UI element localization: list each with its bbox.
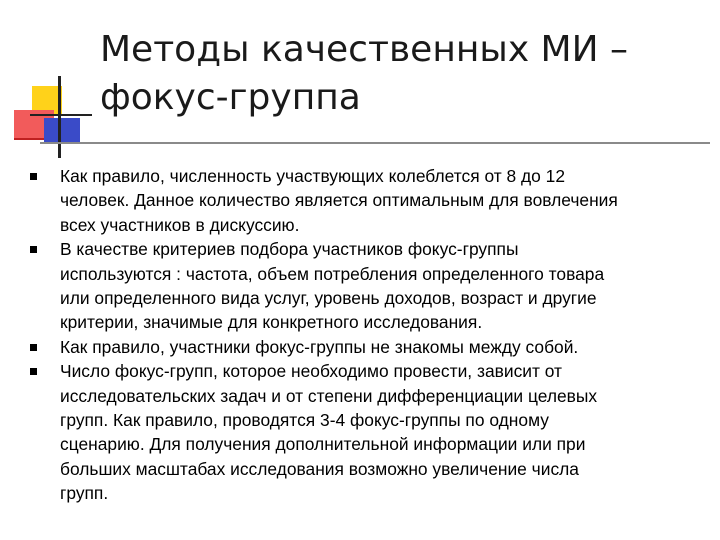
bullet-list xyxy=(30,164,710,506)
vertical-line xyxy=(58,76,61,158)
bullet-line: всех участников в дискуссию. xyxy=(60,214,300,235)
bullet-line: используются : частота, объем потребления определенного товара xyxy=(60,263,605,284)
bullet-item xyxy=(30,335,710,359)
bullet-line: Как правило, численность участвующих колеблется от 8 до 12 xyxy=(60,166,566,186)
title-line: фокус-группа xyxy=(100,77,361,118)
bullet-line: человек. Данное количество является оптимальным для вовлечения xyxy=(60,190,618,211)
bullet-item xyxy=(30,164,710,237)
bullet-line: Число фокус-групп, которое необходимо провести, зависит от xyxy=(60,361,563,382)
bullet-item xyxy=(30,359,710,505)
bullet-line: или определенного вида услуг, уровень доходов, возраст и другие xyxy=(60,288,597,309)
bullet-square-icon xyxy=(30,368,37,375)
bullet-line: В качестве критериев подбора участников фокус-группы xyxy=(60,239,519,260)
bullet-line: сценарию. Для получения дополнительной информации или при xyxy=(60,434,586,455)
bullet-line: групп. xyxy=(60,483,109,504)
horizontal-line xyxy=(30,114,92,116)
bullet-line: исследовательских задач и от степени дифференциации целевых xyxy=(60,385,598,406)
bullet-line: Как правило, участники фокус-группы не знакомы между собой. xyxy=(60,336,579,357)
bullet-line: критерии, значимые для конкретного исследования. xyxy=(60,312,483,333)
bullet-square-icon xyxy=(30,344,37,351)
blue-square xyxy=(44,118,80,144)
bullet-square-icon xyxy=(30,246,37,253)
bullet-square-icon xyxy=(30,173,37,180)
bullet-line: групп. Как правило, проводятся 3-4 фокус-группы по одному xyxy=(60,410,549,431)
bullet-item xyxy=(30,237,710,335)
title-line: Методы качественных МИ – xyxy=(100,29,628,70)
slide-title xyxy=(100,26,700,122)
bullet-line: больших масштабах исследования возможно увеличение числа xyxy=(60,458,579,479)
title-divider xyxy=(40,142,710,144)
